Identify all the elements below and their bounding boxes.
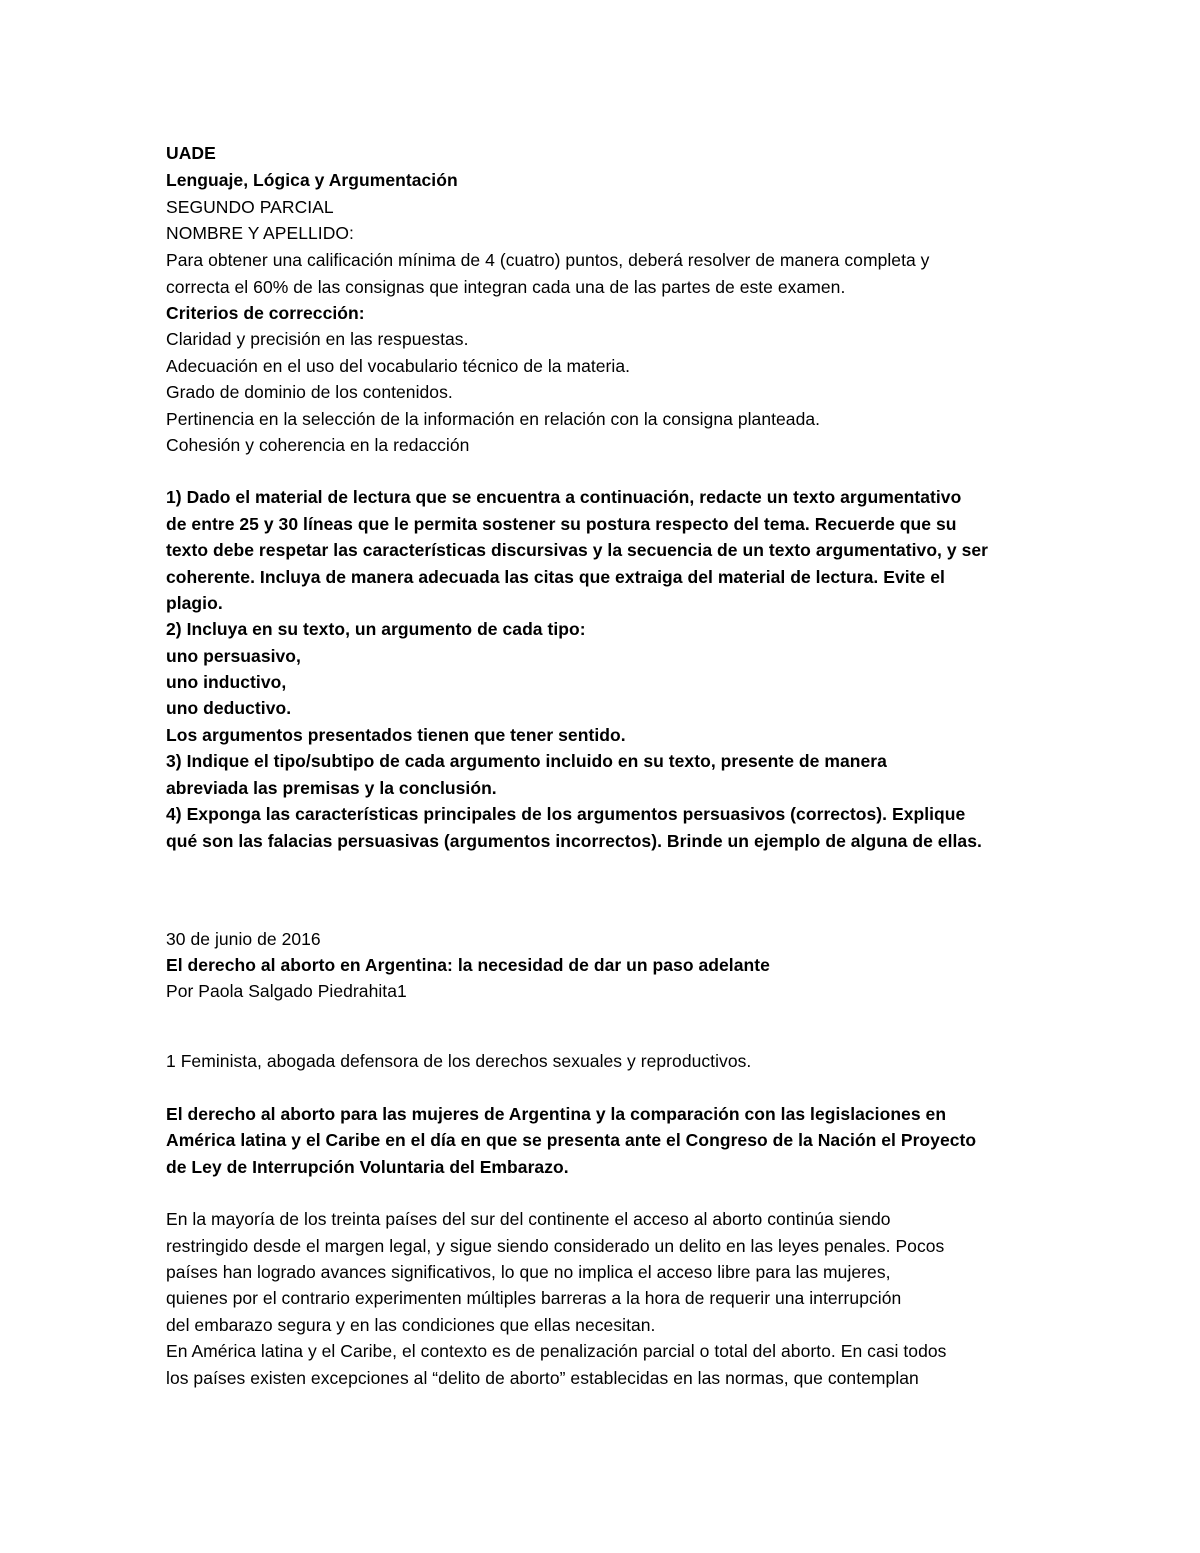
- question-1-line: texto debe respetar las características discursivas y la secuencia de un texto argumentativo, y ser: [166, 540, 988, 560]
- criteria-title: Criterios de corrección:: [166, 303, 365, 323]
- article-lead-line: de Ley de Interrupción Voluntaria del Embarazo.: [166, 1157, 569, 1177]
- question-2-line: uno persuasivo,: [166, 646, 301, 666]
- name-label: NOMBRE Y APELLIDO:: [166, 223, 354, 243]
- course-title: Lenguaje, Lógica y Argumentación: [166, 170, 458, 190]
- article-body-line: En la mayoría de los treinta países del sur del continente el acceso al aborto continúa siendo: [166, 1209, 891, 1229]
- article-byline: Por Paola Salgado Piedrahita1: [166, 981, 407, 1001]
- question-3-line: abreviada las premisas y la conclusión.: [166, 778, 497, 798]
- article-footnote: 1 Feminista, abogada defensora de los derechos sexuales y reproductivos.: [166, 1051, 752, 1071]
- question-1-line: 1) Dado el material de lectura que se encuentra a continuación, redacte un texto argumentativo: [166, 487, 962, 507]
- question-3-line: 3) Indique el tipo/subtipo de cada argumento incluido en su texto, presente de manera: [166, 751, 887, 771]
- criteria-item: Cohesión y coherencia en la redacción: [166, 435, 470, 455]
- requirement-line-1: Para obtener una calificación mínima de 4 (cuatro) puntos, deberá resolver de manera completa y: [166, 250, 930, 270]
- question-4-line: qué son las falacias persuasivas (argumentos incorrectos). Brinde un ejemplo de alguna de ellas.: [166, 831, 982, 851]
- criteria-item: Claridad y precisión en las respuestas.: [166, 329, 469, 349]
- article-lead-line: América latina y el Caribe en el día en que se presenta ante el Congreso de la Nación el Proyecto: [166, 1130, 977, 1150]
- exam-title: SEGUNDO PARCIAL: [166, 197, 334, 217]
- question-2-line: Los argumentos presentados tienen que tener sentido.: [166, 725, 626, 745]
- article-body-line: En América latina y el Caribe, el contexto es de penalización parcial o total del aborto. En casi todos: [166, 1341, 947, 1361]
- article-body-line: los países existen excepciones al “delito de aborto” establecidas en las normas, que contemplan: [166, 1368, 919, 1388]
- question-4-line: 4) Exponga las características principales de los argumentos persuasivos (correctos). Explique: [166, 804, 966, 824]
- criteria-item: Adecuación en el uso del vocabulario técnico de la materia.: [166, 356, 631, 376]
- question-1-line: plagio.: [166, 593, 223, 613]
- article-title: El derecho al aborto en Argentina: la necesidad de dar un paso adelante: [166, 955, 770, 975]
- article-body-line: restringido desde el margen legal, y sigue siendo considerado un delito en las leyes penales. Pocos: [166, 1236, 945, 1256]
- question-1-line: de entre 25 y 30 líneas que le permita sostener su postura respecto del tema. Recuerde que su: [166, 514, 957, 534]
- question-1-line: coherente. Incluya de manera adecuada las citas que extraiga del material de lectura. Evite el: [166, 567, 945, 587]
- article-body-line: países han logrado avances significativos, lo que no implica el acceso libre para las mujeres,: [166, 1262, 891, 1282]
- criteria-item: Grado de dominio de los contenidos.: [166, 382, 453, 402]
- question-2-line: uno inductivo,: [166, 672, 287, 692]
- article-lead-line: El derecho al aborto para las mujeres de Argentina y la comparación con las legislaciones en: [166, 1104, 947, 1124]
- article-body-line: quienes por el contrario experimenten múltiples barreras a la hora de requerir una interrupción: [166, 1288, 902, 1308]
- article-date: 30 de junio de 2016: [166, 929, 321, 949]
- requirement-line-2: correcta el 60% de las consignas que integran cada una de las partes de este examen.: [166, 277, 846, 297]
- article-body-line: del embarazo segura y en las condiciones que ellas necesitan.: [166, 1315, 656, 1335]
- institution-name: UADE: [166, 143, 216, 163]
- criteria-item: Pertinencia en la selección de la información en relación con la consigna planteada.: [166, 409, 821, 429]
- question-2-line: 2) Incluya en su texto, un argumento de cada tipo:: [166, 619, 586, 639]
- question-2-line: uno deductivo.: [166, 698, 292, 718]
